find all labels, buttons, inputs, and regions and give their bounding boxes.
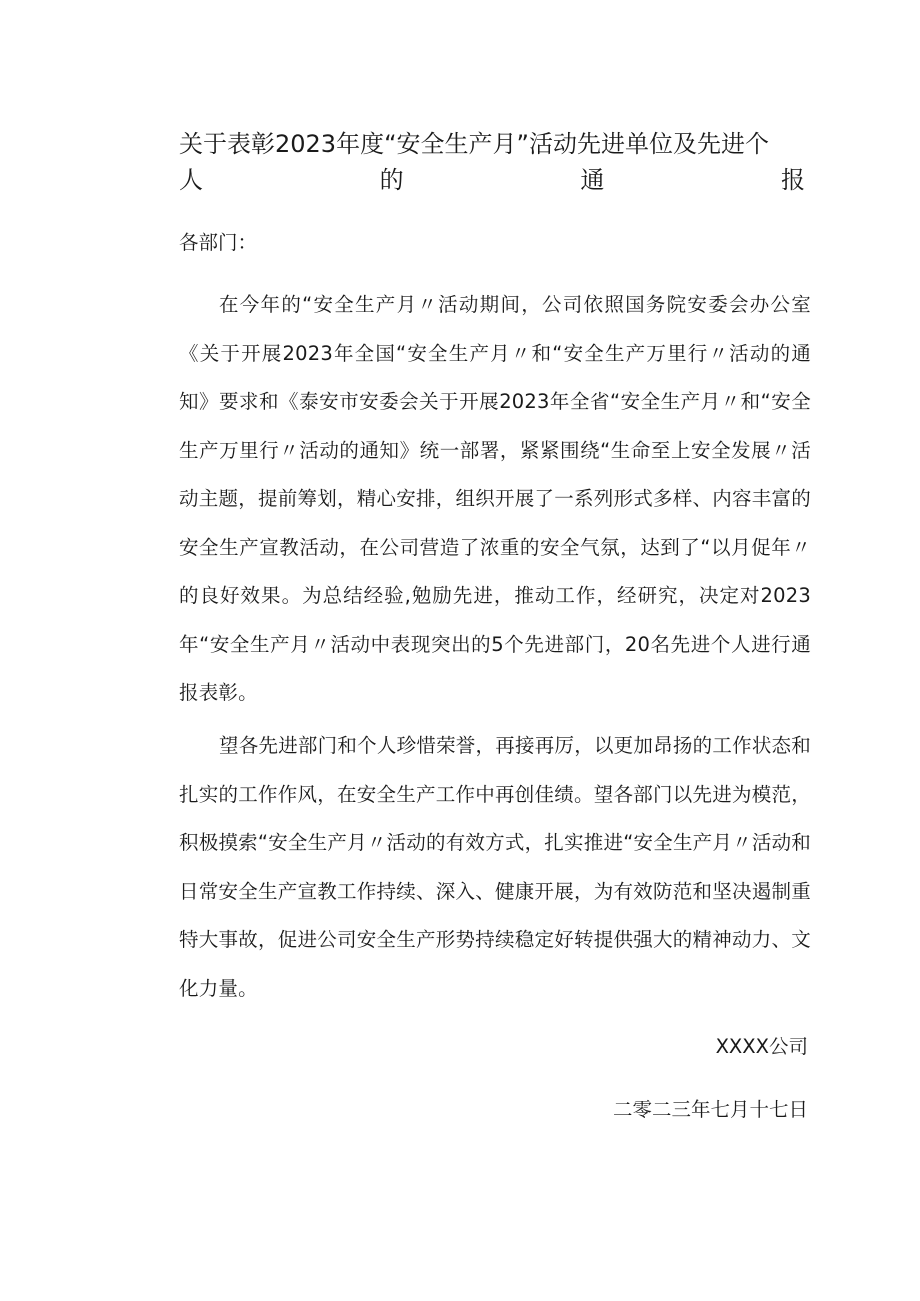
title-char: 人	[179, 166, 203, 194]
signer: XXXX公司	[715, 1035, 808, 1058]
body-paragraph-2: 望各先进部门和个人珍惜荣誉，再接再厉，以更加昂扬的工作状态和扎实的工作作风，在安全生产工作中再创佳绩。望各部门以先进为模范，积极摸索“安全生产月〃活动的有效方式，扎实推进“安全生产月〃活动和日常安全生产宣教工作持续、深入、健康开展，为有效防范和坚决遏制重特大事故，促进公司安全生产形势持续稳定好转提供强大的精神动力、文化力量。	[179, 734, 811, 1000]
title-line-1: 关于表彰2023年度“安全生产月”活动先进单位及先进个	[179, 130, 769, 158]
title-char: 通	[580, 166, 605, 194]
title-line-2	[179, 162, 805, 198]
body-paragraph-1: 在今年的“安全生产月〃活动期间，公司依照国务院安委会办公室《关于开展2023年全国“安全生产月〃和“安全生产万里行〃活动的通知》要求和《泰安市安委会关于开展2023年全省“安全生产月〃和“安全生产万里行〃活动的通知》统一部署，紧紧围绕“生命至上安全发展〃活动主题，提前筹划，精心安排，组织开展了一系列形式多样、内容丰富的安全生产宣教活动，在公司营造了浓重的安全气氛，达到了“以月促年〃的良好效果。为总结经验,勉励先进，推动工作，经研究，决定对2023年“安全生产月〃活动中表现突出的5个先进部门，20名先进个人进行通报表彰。	[179, 293, 811, 704]
salutation: 各部门：	[179, 231, 258, 254]
issue-date: 二零二三年七月十七日	[612, 1098, 808, 1121]
title-char: 的	[379, 166, 404, 194]
title-char: 报	[780, 166, 805, 194]
document-title	[179, 126, 809, 198]
